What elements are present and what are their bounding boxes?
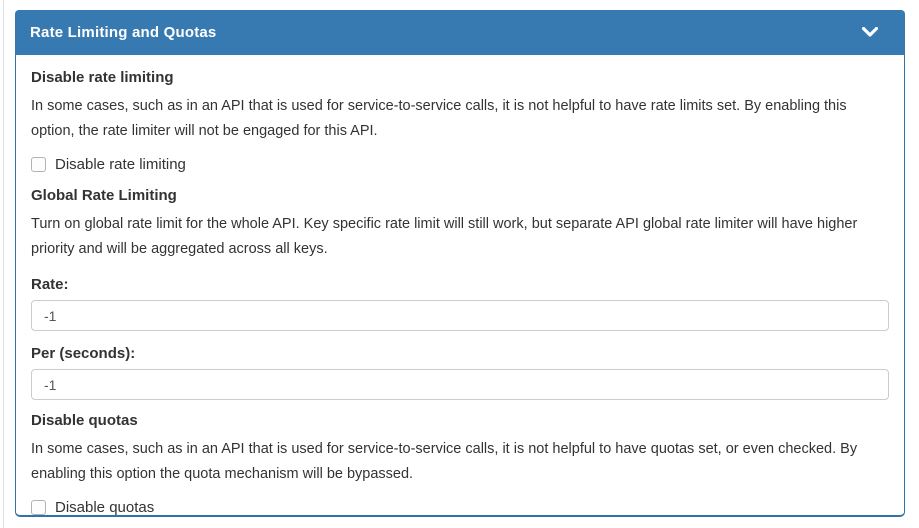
per-seconds-input[interactable] [31, 369, 889, 400]
rate-label: Rate: [31, 276, 69, 293]
global-rate-limiting-description: Turn on global rate limit for the whole API. Key specific rate limit will still work, but separate API global rate limiter will have higher priority and will be aggregated across all keys. [31, 216, 858, 257]
disable-rate-limiting-checkbox-label[interactable]: Disable rate limiting [55, 156, 186, 173]
section-disable-quotas [31, 412, 889, 516]
disable-rate-limiting-description: In some cases, such as in an API that is used for service-to-service calls, it is not helpful to have rate limits set. By enabling this option, the rate limiter will not be engaged for this API. [31, 98, 847, 139]
panel-header[interactable] [15, 10, 905, 55]
section-global-rate-limiting [31, 187, 889, 400]
rate-limiting-quotas-panel [15, 10, 905, 517]
disable-quotas-checkbox[interactable] [31, 500, 46, 515]
disable-rate-limiting-checkbox-row [31, 156, 889, 173]
page-left-divider [3, 0, 4, 528]
section-disable-rate-limiting [31, 69, 889, 173]
disable-rate-limiting-checkbox[interactable] [31, 157, 46, 172]
panel-title: Rate Limiting and Quotas [30, 24, 217, 41]
disable-quotas-checkbox-row [31, 499, 889, 516]
disable-rate-limiting-heading: Disable rate limiting [31, 69, 174, 86]
disable-quotas-checkbox-label[interactable]: Disable quotas [55, 499, 155, 516]
disable-quotas-description: In some cases, such as in an API that is used for service-to-service calls, it is not helpful to have quotas set, or even checked. By enabling this option the quota mechanism will be bypassed. [31, 441, 858, 482]
chevron-down-icon[interactable] [861, 24, 879, 42]
per-seconds-label: Per (seconds): [31, 345, 136, 362]
rate-input[interactable] [31, 300, 889, 331]
global-rate-limiting-heading: Global Rate Limiting [31, 187, 177, 204]
panel-body [15, 55, 905, 517]
disable-quotas-heading: Disable quotas [31, 412, 138, 429]
